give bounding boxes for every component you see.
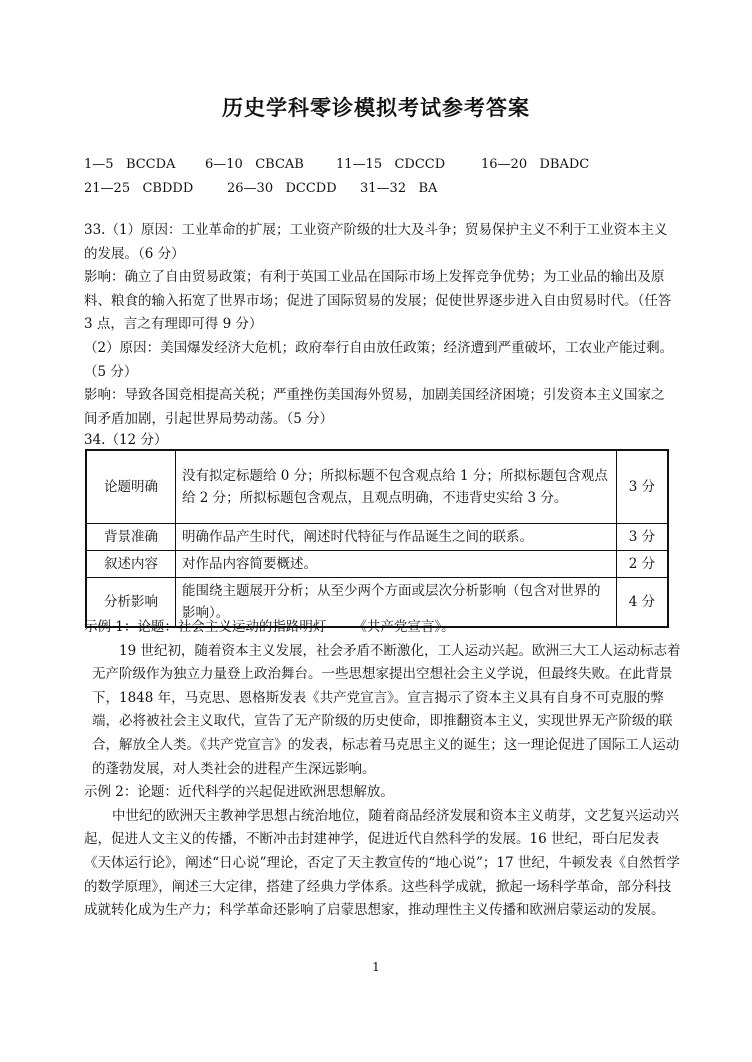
answer-group-21-25: 21—25 CBDDD <box>84 181 194 196</box>
table-row <box>86 551 668 578</box>
q33-part2-impact: 影响：导致各国竞相提高关税；严重挫伤美国海外贸易，加剧美国经济困境；引发资本主义国家之间矛盾加剧，引起世界局势动荡。（5 分） <box>84 387 665 427</box>
sample-essays <box>84 616 684 923</box>
rubric-desc: 明确作品产生时代，阐述时代特征与作品诞生之间的联系。 <box>176 524 617 551</box>
q33-part2-cause: （2）原因：美国爆发经济大危机；政府奉行自由放任政策；经济遭到严重破坏，工农业产能过剩。（5 分） <box>84 339 674 380</box>
rubric-item: 分析影响 <box>86 578 176 628</box>
answers-row-2 <box>84 177 601 201</box>
answer-group-16-20: 16—20 DBADC <box>481 157 590 172</box>
example-2-heading: 示例 2：论题：近代科学的兴起促进欧洲思想解放。 <box>84 784 394 801</box>
question-34-label: 34.（12 分） <box>84 432 168 448</box>
page-number: 1 <box>372 960 380 974</box>
rubric-score: 3 分 <box>617 450 669 524</box>
answer-group-1-5: 1—5 BCCDA <box>84 157 176 172</box>
multiple-choice-answers <box>84 153 601 201</box>
rubric-item: 论题明确 <box>86 450 176 524</box>
q33-part1-impact: 影响：确立了自由贸易政策；有利于英国工业品在国际市场上发挥竞争优势；为工业品的输出及原料、粮食的输入拓宽了世界市场；促进了国际贸易的发展；促使世界逐步进入自由贸易时代。（任答 3 点，言之有理即可得 9 分） <box>84 269 672 333</box>
q33-part1-cause: 33.（1）原因：工业革命的扩展；工业资产阶级的壮大及斗争；贸易保护主义不利于工业资本主义的发展。（6 分） <box>84 222 668 262</box>
answer-group-26-30: 26—30 DCCDD <box>227 181 337 196</box>
scoring-rubric-table <box>85 449 669 628</box>
answer-group-31-32: 31—32 BA <box>360 181 438 196</box>
page-title: 历史学科零诊模拟考试参考答案 <box>222 96 530 120</box>
rubric-score: 3 分 <box>617 524 669 551</box>
rubric-desc: 没有拟定标题给 0 分；所拟标题不包含观点给 1 分；所拟标题包含观点给 2 分；所拟标题包含观点，且观点明确，不违背史实给 3 分。 <box>176 450 617 524</box>
example-1-heading: 示例 1：论题：社会主义运动的指路明灯——《共产党宣言》。 <box>84 619 455 635</box>
rubric-item: 背景准确 <box>86 524 176 551</box>
rubric-desc: 能围绕主题展开分析；从至少两个方面或层次分析影响（包含对世界的影响）。 <box>176 578 617 628</box>
answers-row-1 <box>84 153 601 177</box>
rubric-score: 4 分 <box>617 578 669 628</box>
answer-group-11-15: 11—15 CDCCD <box>336 157 446 172</box>
example-2-body: 中世纪的欧洲天主教神学思想占统治地位，随着商品经济发展和资本主义萌芽，文艺复兴运动兴起，促进人文主义的传播，不断冲击封建神学，促进近代自然科学的发展。16 世纪，哥白尼发表《天体运行论》，阐述“日心说”理论，否定了天主教宣传的“地心说”；17 世纪，牛顿发表《自然哲学的数学原理》，阐述三大定律，搭建了经典力学体系。这些科学成就，掀起一场科学革命，部分科技成就转化成为生产力；科学革命还影响了启蒙思想家，推动理性主义传播和欧洲启蒙运动的发展。 <box>84 807 680 919</box>
rubric-score: 2 分 <box>617 551 669 578</box>
table-row <box>86 450 668 524</box>
example-1-body: 19 世纪初，随着资本主义发展，社会矛盾不断激化，工人运动兴起。欧洲三大工人运动标志着无产阶级作为独立力量登上政治舞台。一些思想家提出空想社会主义学说，但最终失败。在此背景下，1848 年，马克思、恩格斯发表《共产党宣言》。宣言揭示了资本主义具有自身不可克服的弊端，必将被社会主义取代，宣告了无产阶级的历史使命，即推翻资本主义，实现世界无产阶级的联合，解放全人类。《共产党宣言》的发表，标志着马克思主义的诞生；这一理论促进了国际工人运动的蓬勃发展，对人类社会的进程产生深远影响。 <box>92 642 681 777</box>
rubric-desc: 对作品内容简要概述。 <box>176 551 617 578</box>
answer-group-6-10: 6—10 CBCAB <box>205 157 304 172</box>
rubric-item: 叙述内容 <box>86 551 176 578</box>
question-33-answer <box>84 219 676 431</box>
table-row <box>86 524 668 551</box>
